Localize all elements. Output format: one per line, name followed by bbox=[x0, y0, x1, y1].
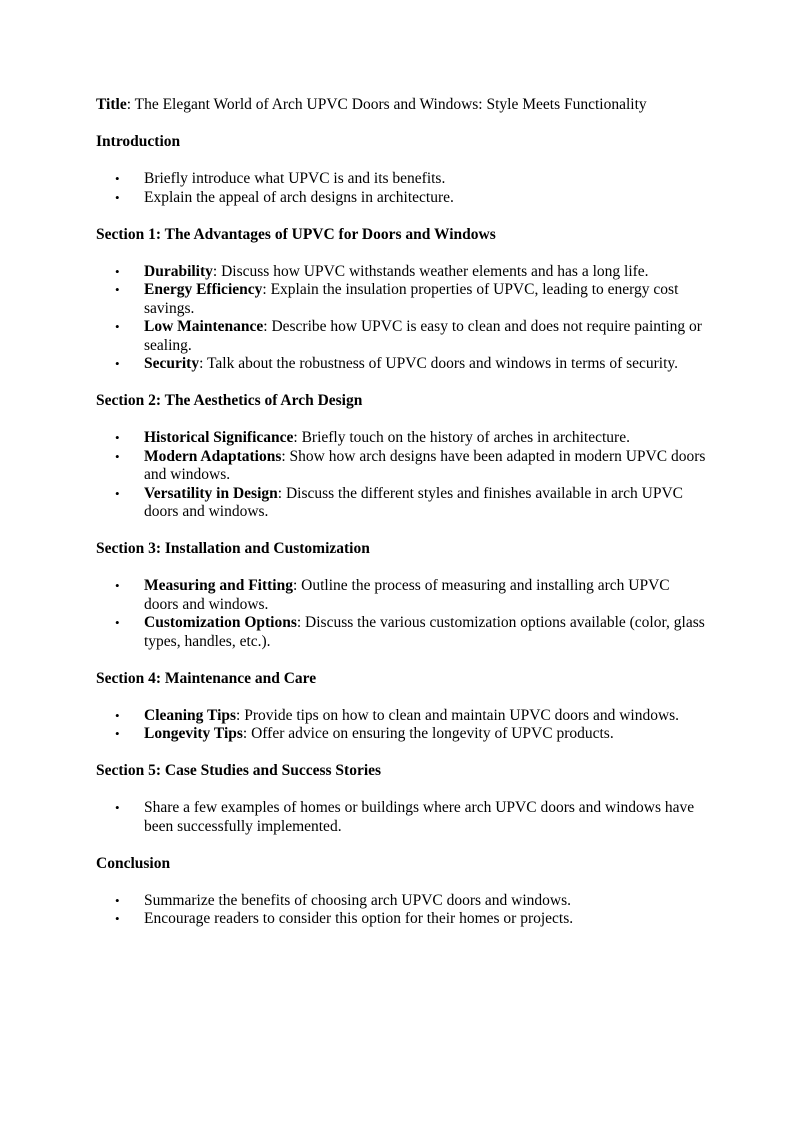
bullet-icon: • bbox=[115, 189, 120, 205]
item-term: Measuring and Fitting bbox=[144, 577, 293, 594]
item-term: Low Maintenance bbox=[144, 318, 264, 335]
item-term: Versatility in Design bbox=[144, 484, 278, 502]
list-item bbox=[96, 189, 706, 208]
list-item bbox=[96, 281, 706, 318]
bullet-icon: • bbox=[115, 171, 120, 186]
aesthetics-list bbox=[96, 429, 706, 522]
item-text: : Discuss how UPVC withstands weather elements and has a long life. bbox=[212, 262, 649, 280]
bullet-icon: • bbox=[115, 448, 120, 464]
bullet-icon: • bbox=[115, 615, 120, 630]
list-item bbox=[96, 725, 706, 744]
bullet-icon: • bbox=[115, 892, 120, 908]
section-heading-maintenance: Section 4: Maintenance and Care bbox=[96, 669, 317, 687]
conclusion-list bbox=[96, 892, 706, 929]
section-heading-case-studies: Section 5: Case Studies and Success Stories bbox=[96, 762, 382, 779]
bullet-icon: • bbox=[115, 911, 120, 926]
list-item bbox=[96, 910, 706, 929]
bullet-icon: • bbox=[115, 707, 120, 723]
case-studies-list bbox=[96, 799, 706, 836]
list-item bbox=[96, 429, 706, 448]
list-item bbox=[96, 355, 706, 374]
item-term: Durability bbox=[144, 262, 213, 280]
introduction-list bbox=[96, 170, 706, 207]
title-text: : The Elegant World of Arch UPVC Doors and Windows: Style Meets Functionality bbox=[126, 96, 647, 113]
maintenance-list bbox=[96, 707, 706, 744]
section-heading-aesthetics: Section 2: The Aesthetics of Arch Design bbox=[96, 392, 363, 409]
bullet-icon: • bbox=[115, 485, 120, 501]
bullet-icon: • bbox=[115, 263, 120, 279]
section-heading-introduction: Introduction bbox=[96, 133, 181, 150]
list-item bbox=[96, 707, 706, 726]
item-text: Briefly introduce what UPVC is and its benefits. bbox=[144, 170, 446, 187]
item-term: Customization Options bbox=[144, 614, 297, 631]
bullet-icon: • bbox=[115, 282, 120, 297]
section-heading-conclusion: Conclusion bbox=[96, 854, 171, 872]
list-item bbox=[96, 318, 706, 355]
bullet-icon: • bbox=[115, 726, 120, 741]
item-text: Explain the appeal of arch designs in architecture. bbox=[144, 188, 454, 206]
item-term: Security bbox=[144, 355, 200, 372]
item-text: Share a few examples of homes or buildings where arch UPVC doors and windows have been successfully implemented. bbox=[144, 799, 695, 835]
item-text: : Talk about the robustness of UPVC doors and windows in terms of security. bbox=[199, 355, 679, 372]
list-item bbox=[96, 577, 706, 614]
list-item bbox=[96, 170, 706, 189]
document-page bbox=[96, 96, 706, 947]
item-text: : Outline the process of measuring and installing arch UPVC doors and windows. bbox=[144, 577, 670, 613]
installation-list bbox=[96, 577, 706, 651]
item-text: : Show how arch designs have been adapted in modern UPVC doors and windows. bbox=[144, 447, 706, 483]
item-term: Historical Significance bbox=[144, 429, 294, 446]
list-item bbox=[96, 263, 706, 282]
item-text: : Discuss the various customization options available (color, glass types, handles, etc.). bbox=[144, 614, 705, 650]
item-text: : Provide tips on how to clean and maintain UPVC doors and windows. bbox=[236, 706, 680, 724]
title-label: Title bbox=[96, 96, 127, 113]
advantages-list bbox=[96, 263, 706, 374]
section-heading-installation: Section 3: Installation and Customization bbox=[96, 540, 370, 557]
document-title bbox=[96, 96, 706, 115]
item-term: Cleaning Tips bbox=[144, 706, 237, 724]
item-text: Summarize the benefits of choosing arch UPVC doors and windows. bbox=[144, 891, 572, 909]
bullet-icon: • bbox=[115, 800, 120, 815]
item-text: : Discuss the different styles and finishes available in arch UPVC doors and windows. bbox=[144, 484, 683, 520]
item-text: : Offer advice on ensuring the longevity of UPVC products. bbox=[242, 725, 614, 742]
list-item bbox=[96, 614, 706, 651]
section-heading-advantages: Section 1: The Advantages of UPVC for Doors and Windows bbox=[96, 225, 496, 243]
bullet-icon: • bbox=[115, 319, 120, 334]
item-term: Energy Efficiency bbox=[144, 281, 263, 298]
item-text: : Briefly touch on the history of arches in architecture. bbox=[293, 429, 630, 446]
list-item bbox=[96, 485, 706, 522]
list-item bbox=[96, 799, 706, 836]
bullet-icon: • bbox=[115, 578, 120, 593]
bullet-icon: • bbox=[115, 430, 120, 445]
item-text: Encourage readers to consider this option for their homes or projects. bbox=[144, 910, 574, 927]
bullet-icon: • bbox=[115, 356, 120, 371]
item-term: Longevity Tips bbox=[144, 725, 243, 742]
item-text: : Explain the insulation properties of UPVC, leading to energy cost savings. bbox=[144, 281, 679, 317]
list-item bbox=[96, 448, 706, 485]
list-item bbox=[96, 892, 706, 911]
item-term: Modern Adaptations bbox=[144, 447, 282, 465]
item-text: : Describe how UPVC is easy to clean and does not require painting or sealing. bbox=[144, 318, 702, 354]
